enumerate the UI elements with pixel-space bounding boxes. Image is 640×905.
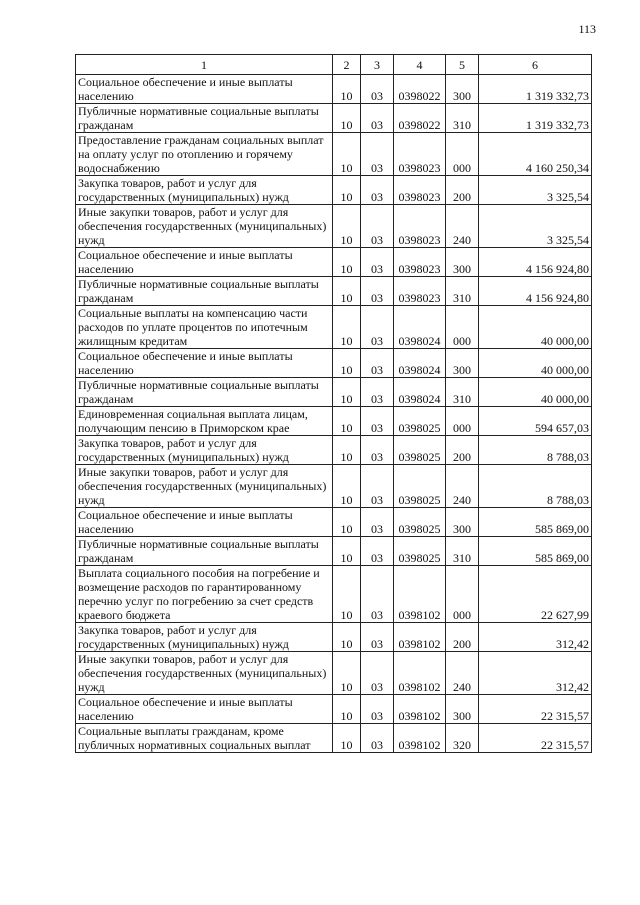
section-code-cell: 10 (333, 623, 361, 652)
section-code-cell: 10 (333, 176, 361, 205)
subsection-code-cell: 03 (361, 349, 394, 378)
amount-cell: 3 325,54 (479, 205, 592, 248)
target-article-cell: 0398025 (394, 436, 446, 465)
target-article-cell: 0398025 (394, 508, 446, 537)
expense-type-cell: 000 (446, 306, 479, 349)
amount-cell: 312,42 (479, 652, 592, 695)
item-name-cell: Социальное обеспечение и иные выплаты населению (76, 75, 333, 104)
target-article-cell: 0398102 (394, 623, 446, 652)
target-article-cell: 0398023 (394, 133, 446, 176)
subsection-code-cell: 03 (361, 205, 394, 248)
target-article-cell: 0398102 (394, 566, 446, 623)
table-row (76, 75, 592, 104)
target-article-cell: 0398102 (394, 652, 446, 695)
expense-type-cell: 240 (446, 465, 479, 508)
column-header: 4 (394, 55, 446, 75)
amount-cell: 40 000,00 (479, 349, 592, 378)
table-row (76, 133, 592, 176)
amount-cell: 4 156 924,80 (479, 248, 592, 277)
target-article-cell: 0398023 (394, 176, 446, 205)
budget-table (75, 54, 592, 753)
section-code-cell: 10 (333, 407, 361, 436)
target-article-cell: 0398023 (394, 205, 446, 248)
column-header: 2 (333, 55, 361, 75)
item-name-cell: Публичные нормативные социальные выплаты гражданам (76, 378, 333, 407)
section-code-cell: 10 (333, 508, 361, 537)
target-article-cell: 0398024 (394, 378, 446, 407)
section-code-cell: 10 (333, 537, 361, 566)
section-code-cell: 10 (333, 104, 361, 133)
subsection-code-cell: 03 (361, 436, 394, 465)
table-row (76, 566, 592, 623)
section-code-cell: 10 (333, 436, 361, 465)
expense-type-cell: 310 (446, 104, 479, 133)
expense-type-cell: 200 (446, 623, 479, 652)
section-code-cell: 10 (333, 133, 361, 176)
table-row (76, 695, 592, 724)
target-article-cell: 0398023 (394, 277, 446, 306)
subsection-code-cell: 03 (361, 724, 394, 753)
section-code-cell: 10 (333, 248, 361, 277)
amount-cell: 22 315,57 (479, 695, 592, 724)
table-row (76, 176, 592, 205)
amount-cell: 40 000,00 (479, 378, 592, 407)
table-body (76, 75, 592, 753)
amount-cell: 22 627,99 (479, 566, 592, 623)
amount-cell: 594 657,03 (479, 407, 592, 436)
table-row (76, 652, 592, 695)
item-name-cell: Закупка товаров, работ и услуг для государственных (муниципальных) нужд (76, 623, 333, 652)
expense-type-cell: 000 (446, 566, 479, 623)
table-row (76, 537, 592, 566)
amount-cell: 4 160 250,34 (479, 133, 592, 176)
section-code-cell: 10 (333, 695, 361, 724)
item-name-cell: Закупка товаров, работ и услуг для государственных (муниципальных) нужд (76, 436, 333, 465)
subsection-code-cell: 03 (361, 508, 394, 537)
amount-cell: 8 788,03 (479, 436, 592, 465)
page-number: 113 (578, 22, 596, 36)
column-header: 6 (479, 55, 592, 75)
expense-type-cell: 200 (446, 436, 479, 465)
expense-type-cell: 300 (446, 695, 479, 724)
subsection-code-cell: 03 (361, 537, 394, 566)
table-header-row (76, 55, 592, 75)
item-name-cell: Публичные нормативные социальные выплаты гражданам (76, 277, 333, 306)
item-name-cell: Единовременная социальная выплата лицам, получающим пенсию в Приморском крае (76, 407, 333, 436)
subsection-code-cell: 03 (361, 104, 394, 133)
target-article-cell: 0398024 (394, 306, 446, 349)
expense-type-cell: 240 (446, 652, 479, 695)
item-name-cell: Выплата социального пособия на погребение и возмещение расходов по гарантированному перечню услуг по погребению за счет средств краевого бюджета (76, 566, 333, 623)
expense-type-cell: 300 (446, 75, 479, 104)
subsection-code-cell: 03 (361, 248, 394, 277)
expense-type-cell: 000 (446, 133, 479, 176)
table-row (76, 277, 592, 306)
expense-type-cell: 240 (446, 205, 479, 248)
column-header: 3 (361, 55, 394, 75)
amount-cell: 1 319 332,73 (479, 104, 592, 133)
item-name-cell: Социальное обеспечение и иные выплаты населению (76, 248, 333, 277)
item-name-cell: Социальные выплаты на компенсацию части расходов по уплате процентов по ипотечным жилищным кредитам (76, 306, 333, 349)
section-code-cell: 10 (333, 465, 361, 508)
subsection-code-cell: 03 (361, 75, 394, 104)
target-article-cell: 0398025 (394, 537, 446, 566)
expense-type-cell: 200 (446, 176, 479, 205)
amount-cell: 312,42 (479, 623, 592, 652)
table-row (76, 407, 592, 436)
expense-type-cell: 300 (446, 248, 479, 277)
subsection-code-cell: 03 (361, 176, 394, 205)
expense-type-cell: 310 (446, 537, 479, 566)
section-code-cell: 10 (333, 652, 361, 695)
subsection-code-cell: 03 (361, 277, 394, 306)
target-article-cell: 0398102 (394, 695, 446, 724)
table-row (76, 104, 592, 133)
expense-type-cell: 000 (446, 407, 479, 436)
expense-type-cell: 320 (446, 724, 479, 753)
table-row (76, 205, 592, 248)
item-name-cell: Иные закупки товаров, работ и услуг для обеспечения государственных (муниципальных) нужд (76, 652, 333, 695)
amount-cell: 1 319 332,73 (479, 75, 592, 104)
item-name-cell: Публичные нормативные социальные выплаты гражданам (76, 537, 333, 566)
subsection-code-cell: 03 (361, 623, 394, 652)
item-name-cell: Социальные выплаты гражданам, кроме публичных нормативных социальных выплат (76, 724, 333, 753)
amount-cell: 40 000,00 (479, 306, 592, 349)
target-article-cell: 0398022 (394, 104, 446, 133)
item-name-cell: Иные закупки товаров, работ и услуг для обеспечения государственных (муниципальных) нужд (76, 465, 333, 508)
table-row (76, 248, 592, 277)
table-row (76, 306, 592, 349)
table-row (76, 724, 592, 753)
section-code-cell: 10 (333, 277, 361, 306)
section-code-cell: 10 (333, 306, 361, 349)
column-header: 1 (76, 55, 333, 75)
column-header: 5 (446, 55, 479, 75)
amount-cell: 4 156 924,80 (479, 277, 592, 306)
item-name-cell: Социальное обеспечение и иные выплаты населению (76, 508, 333, 537)
section-code-cell: 10 (333, 75, 361, 104)
target-article-cell: 0398025 (394, 407, 446, 436)
section-code-cell: 10 (333, 724, 361, 753)
item-name-cell: Социальное обеспечение и иные выплаты населению (76, 695, 333, 724)
table-row (76, 378, 592, 407)
item-name-cell: Социальное обеспечение и иные выплаты населению (76, 349, 333, 378)
expense-type-cell: 300 (446, 508, 479, 537)
section-code-cell: 10 (333, 566, 361, 623)
subsection-code-cell: 03 (361, 407, 394, 436)
expense-type-cell: 300 (446, 349, 479, 378)
section-code-cell: 10 (333, 378, 361, 407)
expense-type-cell: 310 (446, 277, 479, 306)
target-article-cell: 0398023 (394, 248, 446, 277)
item-name-cell: Иные закупки товаров, работ и услуг для обеспечения государственных (муниципальных) нужд (76, 205, 333, 248)
item-name-cell: Публичные нормативные социальные выплаты гражданам (76, 104, 333, 133)
section-code-cell: 10 (333, 205, 361, 248)
item-name-cell: Предоставление гражданам социальных выплат на оплату услуг по отоплению и горячему водоснабжению (76, 133, 333, 176)
amount-cell: 22 315,57 (479, 724, 592, 753)
expense-type-cell: 310 (446, 378, 479, 407)
target-article-cell: 0398022 (394, 75, 446, 104)
item-name-cell: Закупка товаров, работ и услуг для государственных (муниципальных) нужд (76, 176, 333, 205)
table-row (76, 436, 592, 465)
amount-cell: 3 325,54 (479, 176, 592, 205)
subsection-code-cell: 03 (361, 306, 394, 349)
amount-cell: 585 869,00 (479, 537, 592, 566)
target-article-cell: 0398102 (394, 724, 446, 753)
subsection-code-cell: 03 (361, 133, 394, 176)
subsection-code-cell: 03 (361, 465, 394, 508)
subsection-code-cell: 03 (361, 652, 394, 695)
subsection-code-cell: 03 (361, 566, 394, 623)
table-row (76, 623, 592, 652)
subsection-code-cell: 03 (361, 378, 394, 407)
target-article-cell: 0398024 (394, 349, 446, 378)
table-row (76, 508, 592, 537)
target-article-cell: 0398025 (394, 465, 446, 508)
subsection-code-cell: 03 (361, 695, 394, 724)
section-code-cell: 10 (333, 349, 361, 378)
table-row (76, 349, 592, 378)
amount-cell: 8 788,03 (479, 465, 592, 508)
table-row (76, 465, 592, 508)
amount-cell: 585 869,00 (479, 508, 592, 537)
